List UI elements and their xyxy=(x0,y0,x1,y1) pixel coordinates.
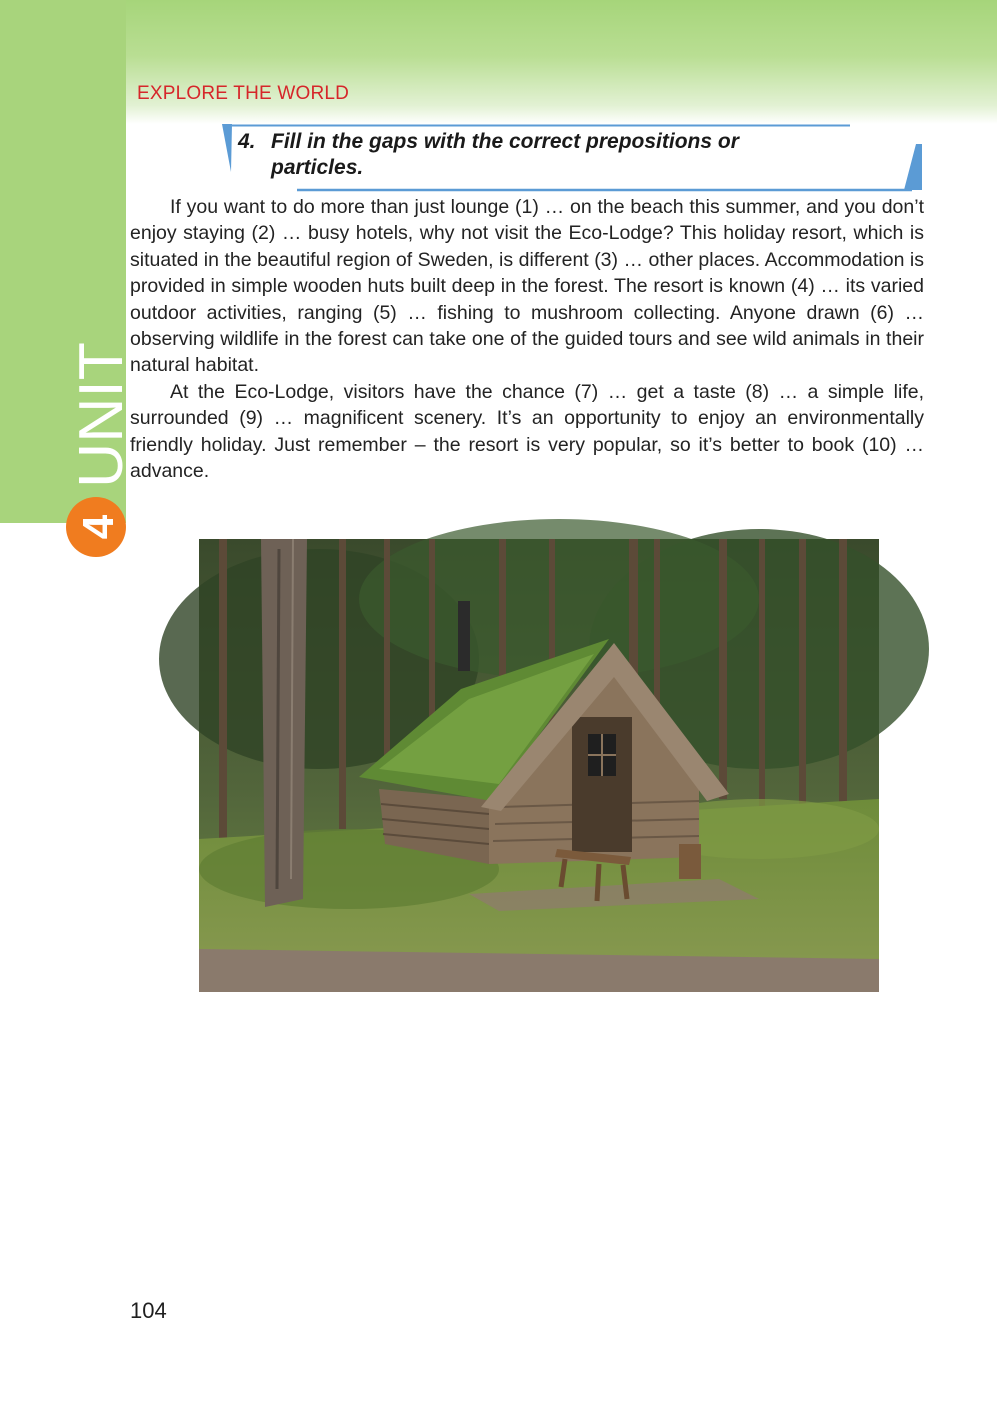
unit-number: 4 xyxy=(74,514,123,540)
task-heading xyxy=(222,124,924,192)
unit-number-badge xyxy=(66,497,126,557)
exercise-text xyxy=(130,194,924,484)
page-number: 104 xyxy=(130,1298,167,1323)
paragraph: If you want to do more than just lounge (1) … on the beach this summer, and you don’t enjoy staying (2) … busy hotels, why not visit the Eco-Lodge? This holiday resort, which is situated in the beautiful region of Sweden, is different (3) … other places. Accommodation is provided in simple wooden huts built deep in the forest. The resort is known (4) … its varied outdoor activities, ranging (5) … fishing to mushroom collecting. Anyone drawn (6) … observing wildlife in the forest can take one of the guided tours and see wild animals in their natural habitat. xyxy=(130,196,924,377)
section-title: EXPLORE THE WORLD xyxy=(137,83,350,104)
forest-cabin-photo xyxy=(199,539,879,992)
header-band xyxy=(0,0,997,124)
task-instruction-line1: Fill in the gaps with the correct prepositions or xyxy=(271,130,739,153)
paragraph: At the Eco-Lodge, visitors have the chance (7) … get a taste (8) … a simple life, surrounded (9) … magnificent scenery. It’s an opportunity to enjoy an environmentally friendly holiday. Just remember – the resort is very popular, so it’s better to book (10) … advance. xyxy=(130,380,924,483)
task-instruction-line2: particles. xyxy=(271,156,364,179)
unit-label-text: UNIT xyxy=(67,343,136,488)
unit-label xyxy=(66,340,136,490)
task-number: 4. xyxy=(238,130,256,153)
